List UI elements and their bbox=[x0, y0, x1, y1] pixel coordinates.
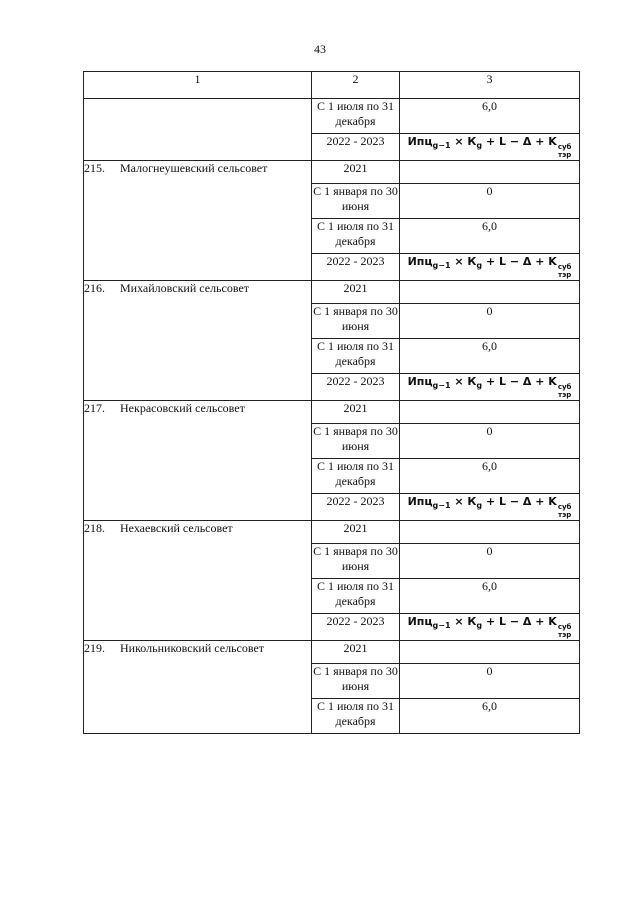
entry-number: 216. bbox=[84, 281, 105, 295]
continuation-name-cell bbox=[84, 99, 312, 161]
formula-sub: g bbox=[476, 141, 483, 151]
year-cell: 2021 bbox=[312, 641, 400, 664]
formula-sub: тэр bbox=[558, 511, 572, 519]
formula-main: Ипц bbox=[407, 495, 433, 508]
formula-main: Ипц bbox=[407, 135, 433, 148]
period-cell: 2022 - 2023 bbox=[312, 614, 400, 641]
value-cell: 6,0 bbox=[400, 99, 580, 134]
formula-sup: суб bbox=[557, 383, 572, 391]
value-cell: 0 bbox=[400, 184, 580, 219]
value-cell: 0 bbox=[400, 664, 580, 699]
year-cell: 2021 bbox=[312, 401, 400, 424]
municipality-cell bbox=[84, 641, 312, 734]
formula-sub: тэр bbox=[558, 391, 572, 399]
value-cell: 6,0 bbox=[400, 579, 580, 614]
period-cell: С 1 июля по 31 декабря bbox=[312, 99, 400, 134]
formula-sub: g bbox=[476, 261, 483, 271]
formula-cell bbox=[400, 374, 580, 401]
formula-times: × К bbox=[450, 135, 477, 148]
period-cell: С 1 июля по 31 декабря bbox=[312, 579, 400, 614]
formula-sub: g−1 bbox=[432, 501, 451, 511]
formula-sub: g bbox=[476, 501, 483, 511]
year-cell: 2021 bbox=[312, 161, 400, 184]
year-cell: 2021 bbox=[312, 521, 400, 544]
municipality-cell bbox=[84, 161, 312, 281]
empty-value-cell bbox=[400, 641, 580, 664]
period-cell: С 1 января по 30 июня bbox=[312, 304, 400, 339]
municipality-name: Малогнеушевский сельсовет bbox=[120, 161, 268, 175]
formula-cell bbox=[400, 254, 580, 281]
period-cell: С 1 января по 30 июня bbox=[312, 544, 400, 579]
entry-number: 215. bbox=[84, 161, 105, 175]
formula-supsub bbox=[558, 143, 572, 159]
period-cell: С 1 июля по 31 декабря bbox=[312, 699, 400, 734]
value-cell: 6,0 bbox=[400, 699, 580, 734]
year-cell: 2021 bbox=[312, 281, 400, 304]
formula-times: × К bbox=[450, 375, 477, 388]
tariff-table bbox=[83, 71, 580, 734]
formula-rest: + L − Δ + K bbox=[482, 495, 557, 508]
empty-value-cell bbox=[400, 401, 580, 424]
header-col-2: 2 bbox=[312, 72, 400, 99]
table-row bbox=[84, 521, 580, 544]
value-cell: 6,0 bbox=[400, 219, 580, 254]
formula-sub: g−1 bbox=[432, 621, 451, 631]
table-row bbox=[84, 99, 580, 134]
entry-number: 217. bbox=[84, 401, 105, 415]
formula-cell bbox=[400, 134, 580, 161]
formula-sup: суб bbox=[557, 623, 572, 631]
formula-sub: g−1 bbox=[432, 141, 451, 151]
formula-sup: суб bbox=[557, 143, 572, 151]
municipality-name: Никольниковский сельсовет bbox=[120, 641, 265, 655]
empty-value-cell bbox=[400, 161, 580, 184]
period-cell: 2022 - 2023 bbox=[312, 134, 400, 161]
period-cell: С 1 июля по 31 декабря bbox=[312, 219, 400, 254]
formula-sup: суб bbox=[557, 263, 572, 271]
formula-main: Ипц bbox=[407, 615, 433, 628]
formula-sub: g−1 bbox=[432, 381, 451, 391]
entry-number: 219. bbox=[84, 641, 105, 655]
formula-sub: g bbox=[476, 621, 483, 631]
formula-supsub bbox=[558, 263, 572, 279]
formula-supsub bbox=[558, 383, 572, 399]
table-row bbox=[84, 161, 580, 184]
table-row bbox=[84, 281, 580, 304]
period-cell: 2022 - 2023 bbox=[312, 494, 400, 521]
value-cell: 0 bbox=[400, 544, 580, 579]
period-cell: С 1 июля по 31 декабря bbox=[312, 459, 400, 494]
header-col-3: 3 bbox=[400, 72, 580, 99]
formula-sup: суб bbox=[557, 503, 572, 511]
entry-number: 218. bbox=[84, 521, 105, 535]
table-row bbox=[84, 401, 580, 424]
table-header-row bbox=[84, 72, 580, 99]
empty-value-cell bbox=[400, 281, 580, 304]
formula-rest: + L − Δ + K bbox=[482, 255, 557, 268]
period-cell: 2022 - 2023 bbox=[312, 254, 400, 281]
formula-supsub bbox=[558, 503, 572, 519]
municipality-cell bbox=[84, 401, 312, 521]
period-cell: С 1 июля по 31 декабря bbox=[312, 339, 400, 374]
formula-rest: + L − Δ + K bbox=[482, 375, 557, 388]
period-cell: С 1 января по 30 июня bbox=[312, 184, 400, 219]
value-cell: 6,0 bbox=[400, 459, 580, 494]
municipality-name: Некрасовский сельсовет bbox=[120, 401, 245, 415]
value-cell: 0 bbox=[400, 424, 580, 459]
formula-sub: g bbox=[476, 381, 483, 391]
municipality-name: Михайловский сельсовет bbox=[120, 281, 250, 295]
formula-times: × К bbox=[450, 615, 477, 628]
formula-sub: тэр bbox=[558, 631, 572, 639]
formula-rest: + L − Δ + K bbox=[482, 615, 557, 628]
municipality-cell bbox=[84, 281, 312, 401]
municipality-cell bbox=[84, 521, 312, 641]
page-number: 43 bbox=[314, 42, 326, 56]
formula-main: Ипц bbox=[407, 255, 433, 268]
formula-main: Ипц bbox=[407, 375, 433, 388]
period-cell: С 1 января по 30 июня bbox=[312, 664, 400, 699]
formula-sub: тэр bbox=[558, 271, 572, 279]
municipality-name: Нехаевский сельсовет bbox=[120, 521, 233, 535]
formula-cell bbox=[400, 494, 580, 521]
value-cell: 6,0 bbox=[400, 339, 580, 374]
period-cell: С 1 января по 30 июня bbox=[312, 424, 400, 459]
formula-supsub bbox=[558, 623, 572, 639]
formula-times: × К bbox=[450, 255, 477, 268]
table-row bbox=[84, 641, 580, 664]
formula-rest: + L − Δ + K bbox=[482, 135, 557, 148]
formula-cell bbox=[400, 614, 580, 641]
period-cell: 2022 - 2023 bbox=[312, 374, 400, 401]
header-col-1: 1 bbox=[84, 72, 312, 99]
formula-times: × К bbox=[450, 495, 477, 508]
value-cell: 0 bbox=[400, 304, 580, 339]
formula-sub: g−1 bbox=[432, 261, 451, 271]
empty-value-cell bbox=[400, 521, 580, 544]
formula-sub: тэр bbox=[558, 151, 572, 159]
